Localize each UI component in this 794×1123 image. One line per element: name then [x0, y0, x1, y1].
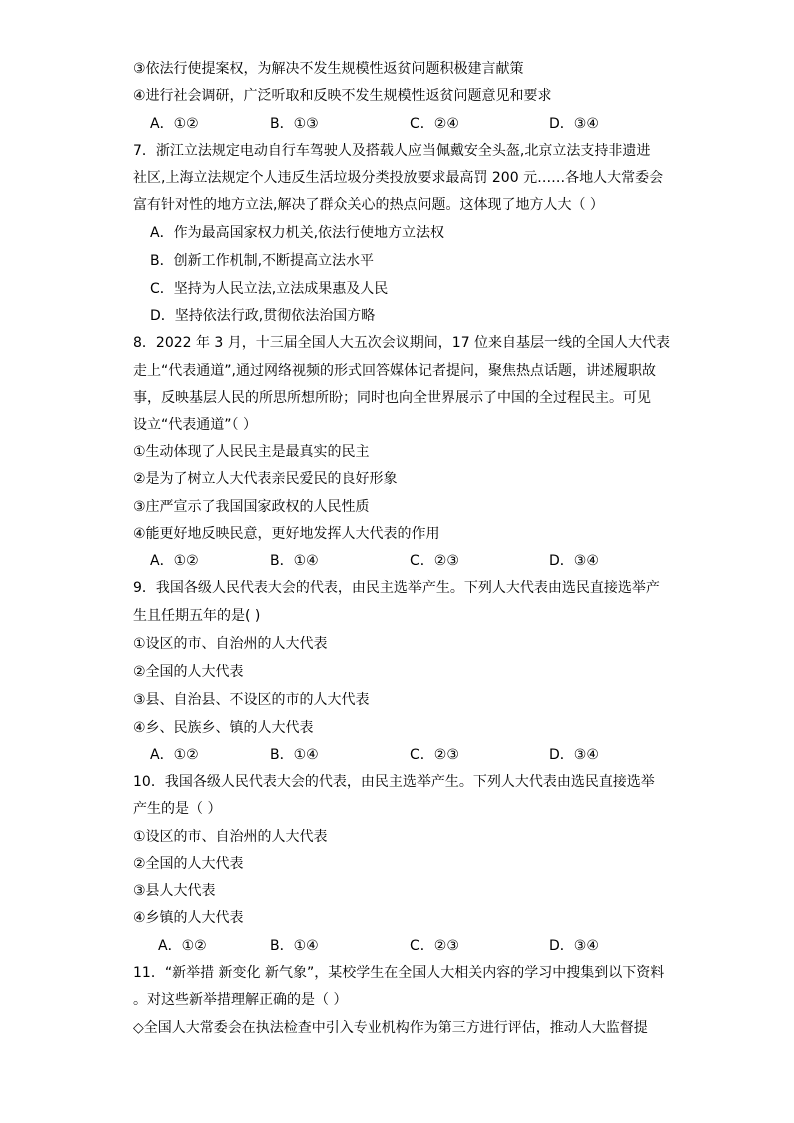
statement: ①设区的市、自治州的人大代表 — [133, 829, 328, 845]
statement: ③县人大代表 — [133, 883, 216, 899]
text-line: 事，反映基层人民的所思所想所盼；同时也向全世界展示了中国的全过程民主。可见 — [133, 390, 651, 406]
statement: ④乡、民族乡、镇的人大代表 — [133, 720, 314, 736]
statement: ①生动体现了人民民主是最真实的民主 — [133, 444, 370, 460]
statement: ③县、自治县、不设区的市的人大代表 — [133, 692, 370, 708]
statement: ①设区的市、自治州的人大代表 — [133, 636, 328, 652]
choice-b: B．创新工作机制,不断提高立法水平 — [150, 253, 375, 269]
question-7: 7．浙江立法规定电动自行车驾驶人及搭载人应当佩戴安全头盔,北京立法支持非遗进 — [133, 143, 651, 159]
text-line: 。对这些新举措理解正确的是（ ） — [133, 992, 348, 1008]
option-d: D．③④ — [549, 747, 599, 763]
option-d: D．③④ — [549, 116, 599, 132]
text-line: 生且任期五年的是( ) — [133, 608, 261, 624]
question-10: 10．我国各级人民代表大会的代表，由民主选举产生。下列人大代表由选民直接选举 — [133, 774, 655, 790]
text-line: 社区,上海立法规定个人违反生活垃圾分类投放要求最高罚 200 元……各地人大常委会 — [133, 170, 664, 186]
option-b: B．①③ — [270, 116, 319, 132]
option-c: C．②④ — [410, 116, 459, 132]
option-a: A．①② — [150, 747, 199, 763]
text-line: 产生的是（ ） — [133, 801, 222, 817]
choice-c: C．坚持为人民立法,立法成果惠及人民 — [150, 281, 389, 297]
text-line: 设立“代表通道”（ ） — [133, 417, 257, 433]
option-c: C．②③ — [410, 938, 459, 954]
option-a: A．①② — [150, 553, 199, 569]
option-a: A．①② — [158, 938, 207, 954]
statement: ②全国的人大代表 — [133, 664, 244, 680]
option-c: C．②③ — [410, 747, 459, 763]
text-line: ④进行社会调研，广泛听取和反映不发生规模性返贫问题意见和要求 — [133, 88, 552, 104]
option-b: B．①④ — [270, 747, 319, 763]
option-c: C．②③ — [410, 553, 459, 569]
question-9: 9．我国各级人民代表大会的代表，由民主选举产生。下列人大代表由选民直接选举产 — [133, 580, 660, 596]
statement: ②全国的人大代表 — [133, 856, 244, 872]
option-b: B．①④ — [270, 938, 319, 954]
statement: ②是为了树立人大代表亲民爱民的良好形象 — [133, 471, 398, 487]
option-b: B．①④ — [270, 553, 319, 569]
question-11: 11．“新举措 新变化 新气象”，某校学生在全国人大相关内容的学习中搜集到以下资料 — [133, 965, 665, 981]
text-line: 走上“代表通道”,通过网络视频的形式回答媒体记者提问，聚焦热点话题，讲述履职故 — [133, 363, 656, 379]
text-line: 富有针对性的地方立法,解决了群众关心的热点问题。这体现了地方人大（ ） — [133, 197, 604, 213]
option-d: D．③④ — [549, 938, 599, 954]
statement: ④乡镇的人大代表 — [133, 910, 244, 926]
text-line: ③依法行使提案权，为解决不发生规模性返贫问题积极建言献策 — [133, 61, 524, 77]
statement: ③庄严宣示了我国国家政权的人民性质 — [133, 499, 370, 515]
choice-d: D．坚持依法行政,贯彻依法治国方略 — [150, 308, 376, 324]
option-d: D．③④ — [549, 553, 599, 569]
option-a: A．①② — [150, 116, 199, 132]
statement: ④能更好地反映民意，更好地发挥人大代表的作用 — [133, 526, 440, 542]
statement: ◇全国人大常委会在执法检查中引入专业机构作为第三方进行评估，推动人大监督提 — [133, 1020, 648, 1036]
choice-a: A．作为最高国家权力机关,依法行使地方立法权 — [150, 225, 445, 241]
question-8: 8．2022 年 3 月，十三届全国人大五次会议期间，17 位来自基层一线的全国人大代表 — [133, 335, 671, 351]
